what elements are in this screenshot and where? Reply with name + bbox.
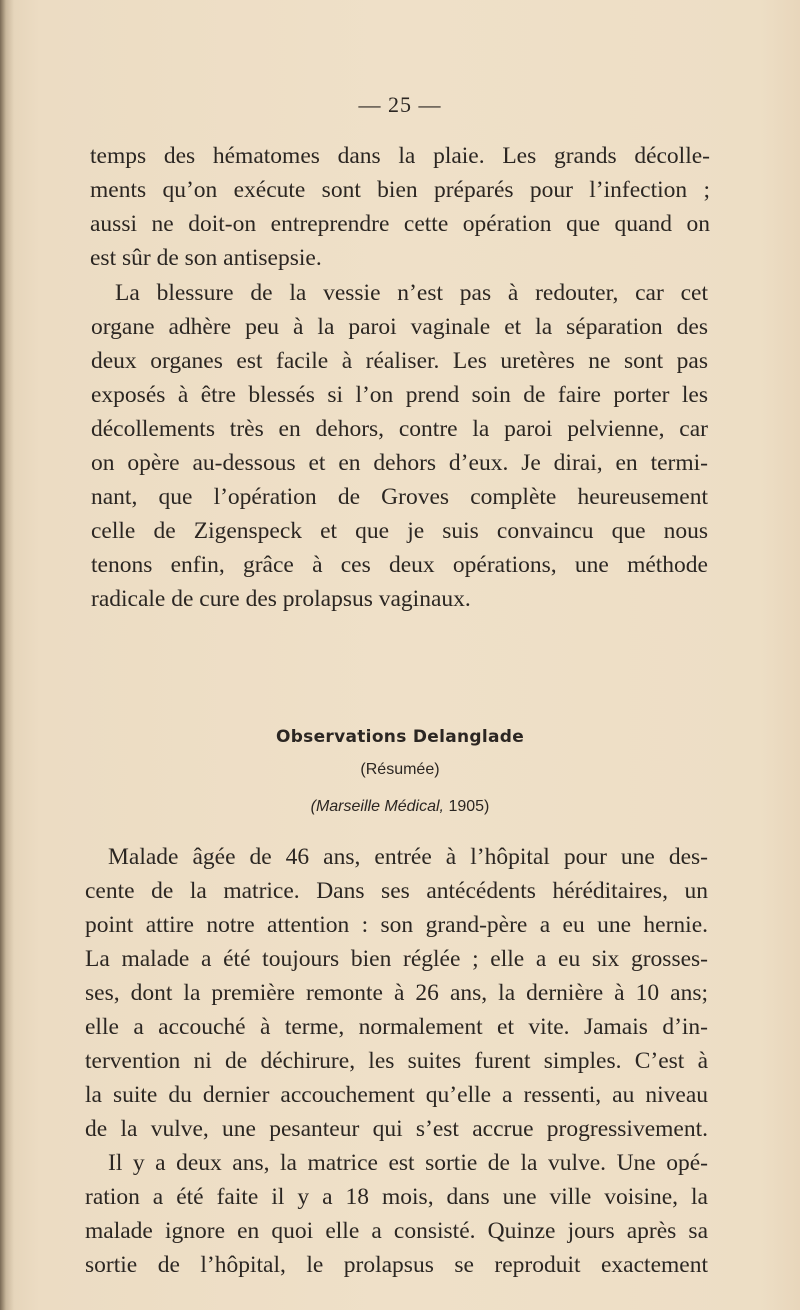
section-title: Observations Delanglade (275, 727, 525, 747)
text-line: malade ignore en quoi elle a consisté. Quinze jours après sa (85, 1218, 708, 1244)
text-line: deux organes est facile à réaliser. Les uretères ne sont pas (91, 348, 708, 374)
text-line: La malade a été toujours bien réglée ; elle a eu six grosses- (85, 946, 708, 972)
text-line: on opère au-dessous et en dehors d’eux. Je dirai, en termi- (91, 450, 708, 476)
text-line: temps des hématomes dans la plaie. Les grands décolle- (90, 143, 710, 169)
text-line: ments qu’on exécute sont bien préparés pour l’infection ; (90, 177, 710, 203)
text-line: Il y a deux ans, la matrice est sortie de la vulve. Une opé- (108, 1150, 708, 1176)
text-line: tenons enfin, grâce à ces deux opérations, une méthode (91, 552, 708, 578)
text-line: point attire notre attention : son grand-père a eu une hernie. (85, 912, 708, 938)
text-line: décollements très en dehors, contre la paroi pelvienne, car (91, 416, 708, 442)
text-line: nant, que l’opération de Groves complète heureusement (91, 484, 708, 510)
text-line: aussi ne doit-on entreprendre cette opération que quand on (90, 211, 710, 237)
text-line: La blessure de la vessie n’est pas à redouter, car cet (115, 280, 708, 306)
source-journal: (Marseille Médical, (310, 798, 449, 815)
section-subtitle: (Résumée) (360, 761, 440, 778)
text-line: Malade âgée de 46 ans, entrée à l’hôpital pour une des- (108, 844, 708, 870)
text-line: la suite du dernier accouchement qu’elle a ressenti, au niveau (85, 1082, 708, 1108)
text-line: est sûr de son antisepsie. (90, 245, 322, 271)
text-line: de la vulve, une pesanteur qui s’est accrue progressivement. (85, 1116, 708, 1142)
text-line: cente de la matrice. Dans ses antécédents héréditaires, un (85, 878, 708, 904)
text-line: tervention ni de déchirure, les suites furent simples. C’est à (85, 1048, 708, 1074)
text-line: exposés à être blessés si l’on prend soin de faire porter les (91, 382, 708, 408)
text-line: elle a accouché à terme, normalement et vite. Jamais d’in- (85, 1014, 708, 1040)
text-line: radicale de cure des prolapsus vaginaux. (91, 586, 471, 612)
text-line: ration a été faite il y a 18 mois, dans une ville voisine, la (85, 1184, 708, 1210)
text-line: sortie de l’hôpital, le prolapsus se reproduit exactement (85, 1252, 708, 1278)
text-line: ses, dont la première remonte à 26 ans, la dernière à 10 ans; (85, 980, 708, 1006)
page-number: — 25 — (358, 92, 442, 117)
source-year: 1905) (448, 798, 490, 815)
text-line: celle de Zigenspeck et que je suis convaincu que nous (91, 518, 708, 544)
section-source (0, 798, 800, 816)
text-line: organe adhère peu à la paroi vaginale et la séparation des (91, 314, 708, 340)
